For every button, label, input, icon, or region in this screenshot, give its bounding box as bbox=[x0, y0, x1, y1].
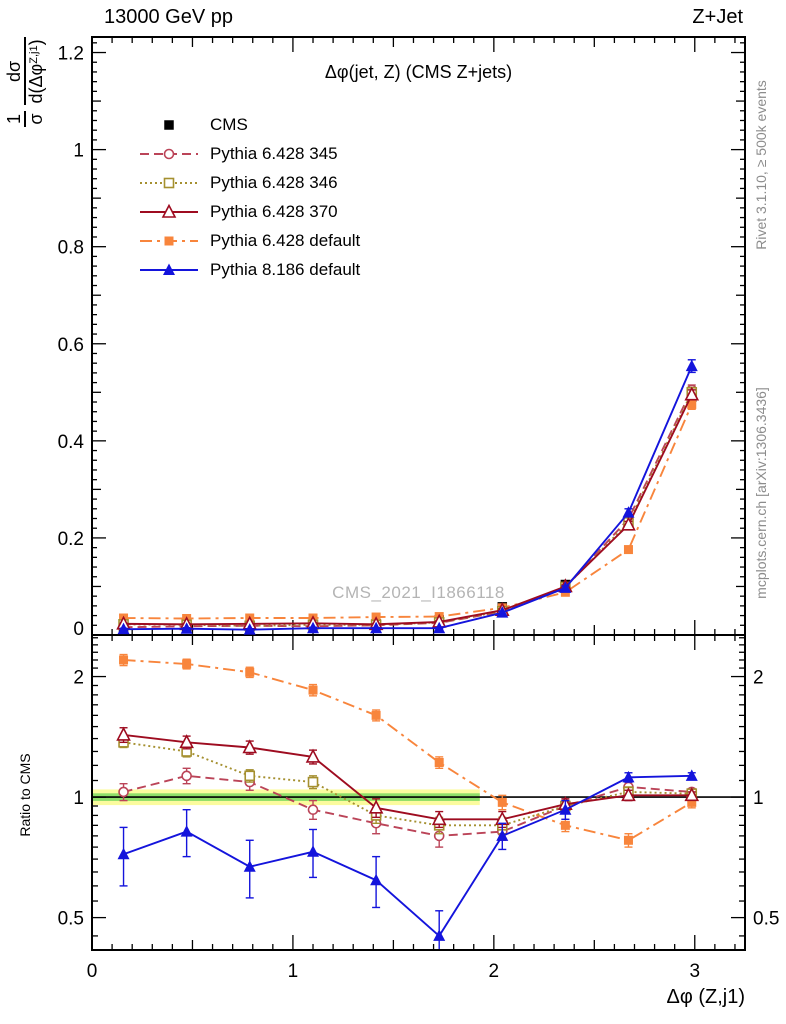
svg-text:0.8: 0.8 bbox=[57, 237, 84, 259]
ratio-series-Pythia-6-428-370 bbox=[118, 728, 698, 828]
pythia-370-marker-icon bbox=[138, 202, 200, 222]
one-over-sigma-fraction: 1 σ bbox=[4, 113, 46, 125]
svg-text:1: 1 bbox=[73, 140, 84, 162]
pythia-345-marker-icon bbox=[138, 144, 200, 164]
pythia8-default-marker-icon bbox=[138, 260, 200, 280]
svg-text:1.2: 1.2 bbox=[57, 43, 84, 65]
plot-title: Δφ(jet, Z) (CMS Z+jets) bbox=[324, 62, 513, 82]
ratio-series-layer bbox=[118, 655, 698, 966]
ratio-series-Pythia-6-428-default bbox=[119, 655, 696, 848]
svg-text:1: 1 bbox=[287, 961, 299, 982]
legend-item-pythia8-default: Pythia 8.186 default bbox=[138, 255, 360, 284]
rivet-version-label: Rivet 3.1.10, ≥ 500k events bbox=[753, 80, 769, 250]
svg-text:0.4: 0.4 bbox=[57, 431, 84, 453]
legend bbox=[138, 110, 360, 284]
cms-data-marker-icon bbox=[138, 115, 200, 135]
svg-text:3: 3 bbox=[689, 961, 701, 982]
analysis-id-watermark: CMS_2021_I1866118 bbox=[332, 583, 505, 602]
ratio-series-Pythia-6-428-345 bbox=[119, 768, 696, 847]
legend-item-pythia-346: Pythia 6.428 346 bbox=[138, 168, 360, 197]
svg-text:0: 0 bbox=[73, 619, 84, 640]
legend-item-pythia6-default: Pythia 6.428 default bbox=[138, 226, 360, 255]
pythia6-default-marker-icon bbox=[138, 231, 200, 251]
svg-text:0.5: 0.5 bbox=[753, 908, 780, 930]
legend-item-pythia-370: Pythia 6.428 370 bbox=[138, 197, 360, 226]
svg-text:1: 1 bbox=[73, 788, 84, 810]
svg-text:2: 2 bbox=[73, 667, 84, 689]
mcplots-credit-label: mcplots.cern.ch [arXiv:1306.3436] bbox=[753, 387, 769, 599]
ratio-series-Pythia-6-428-346 bbox=[119, 737, 696, 833]
svg-text:2: 2 bbox=[488, 961, 500, 982]
process-label: Z+Jet bbox=[692, 6, 743, 28]
ratio-series-Pythia-8-186-default bbox=[118, 769, 698, 965]
legend-item-cms: CMS bbox=[138, 110, 360, 139]
dsigma-dphi-fraction: dσ $d(\Delta\varphi^{Z,j1})$ bbox=[4, 39, 46, 104]
svg-text:0.5: 0.5 bbox=[57, 908, 84, 930]
svg-text:0: 0 bbox=[86, 961, 98, 982]
svg-text:2: 2 bbox=[753, 667, 764, 689]
main-y-axis-title bbox=[5, 17, 57, 147]
x-axis-title: Δφ (Z,j1) bbox=[666, 986, 745, 1008]
svg-text:0.2: 0.2 bbox=[57, 528, 84, 550]
legend-item-pythia-345: Pythia 6.428 345 bbox=[138, 139, 360, 168]
svg-text:1: 1 bbox=[753, 788, 764, 810]
beam-energy-label: 13000 GeV pp bbox=[104, 6, 233, 28]
ratio-y-axis-title: Ratio to CMS bbox=[17, 753, 33, 837]
pythia-346-marker-icon bbox=[138, 173, 200, 193]
svg-text:0.6: 0.6 bbox=[57, 334, 84, 356]
